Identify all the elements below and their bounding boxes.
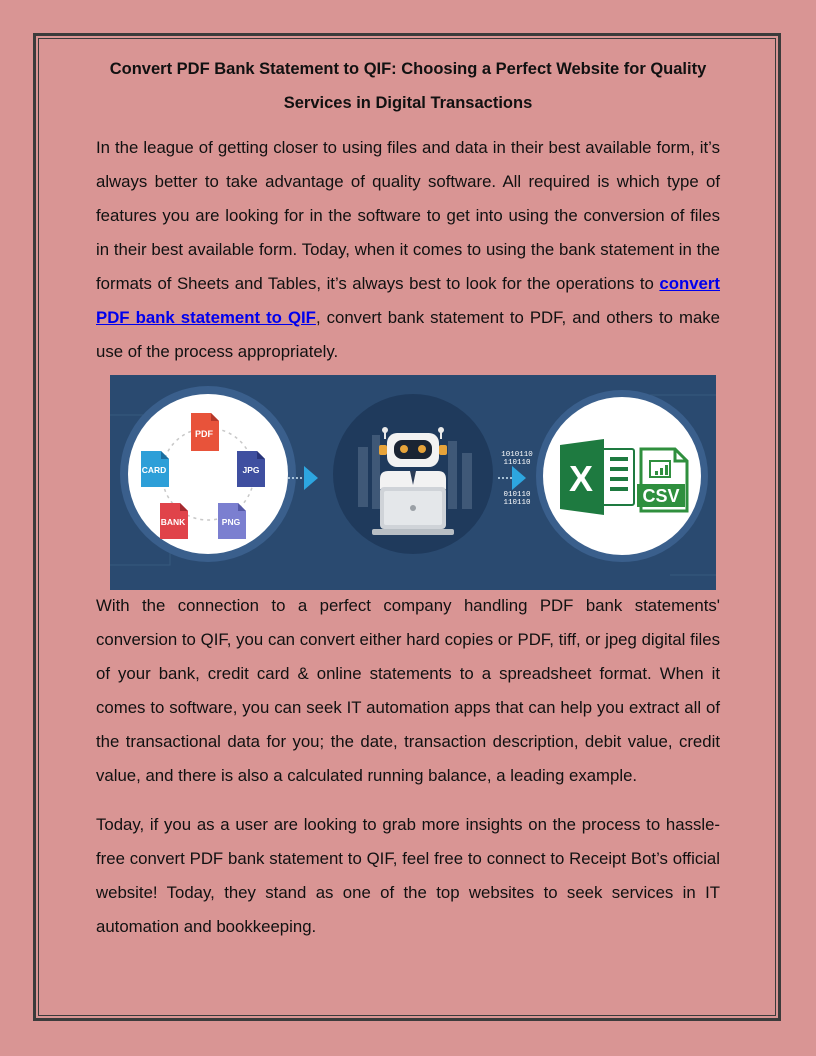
pdf-file-label: PDF: [195, 429, 213, 439]
excel-icon: [560, 439, 634, 515]
intro-text-before-link: In the league of getting closer to using files and data in their best available form, it’s always better to take advantage of quality software. All required is which type of features you are looking for in the software to get into using the conversion of files in their best available form. Today, when it comes to using the bank statement in the formats of Sheets and Tables, it’s always best to look for the operations to: [96, 138, 720, 293]
csv-label: CSV: [642, 486, 680, 506]
document-title: [96, 52, 720, 120]
card-file-icon: [141, 451, 169, 487]
bank-file-icon: [160, 503, 188, 539]
title-line-2: Services in Digital Transactions: [283, 94, 533, 112]
binary-bottom-row1: 010110: [503, 491, 531, 499]
pdf-file-icon: [191, 413, 219, 451]
jpg-file-label: JPG: [242, 465, 260, 475]
convert-pdf-to-qif-link[interactable]: convert PDF bank statement to QIF: [96, 274, 720, 327]
card-file-label: CARD: [141, 465, 167, 475]
paragraph-closing: Today, if you as a user are looking to grab more insights on the process to hassle-free convert PDF bank statement to QIF, feel free to connect to Receipt Bot’s official website! Today, they stand as one of the top websites to seek services in IT automation and bookkeeping.: [96, 815, 720, 936]
paragraph-intro: [96, 131, 720, 369]
csv-file-icon: [637, 449, 687, 511]
title-line-1: Convert PDF Bank Statement to QIF: Choosing a Perfect Website for Quality: [109, 60, 707, 78]
binary-bottom-row2: 110110: [503, 499, 531, 507]
conversion-illustration: [110, 375, 716, 590]
excel-letter: X: [568, 458, 594, 499]
png-file-label: PNG: [221, 517, 241, 527]
binary-top-row1: 1010110: [501, 451, 533, 459]
bank-file-label: BANK: [160, 517, 186, 527]
jpg-file-icon: [237, 451, 265, 487]
intro-text-after-link: , convert bank statement to PDF, and others to make use of the process appropriately.: [96, 308, 721, 361]
binary-top-row2: 110110: [503, 459, 531, 467]
paragraph-connection: With the connection to a perfect company handling PDF bank statements' conversion to QIF, you can convert either hard copies or PDF, tiff, or jpeg digital files of your bank, credit card & online statements to a spreadsheet format. When it comes to software, you can seek IT automation apps that can help you extract all of the transactional data for you; the date, transaction description, debit value, credit value, and there is also a calculated running balance, a leading example.: [96, 596, 720, 785]
png-file-icon: [218, 503, 246, 539]
